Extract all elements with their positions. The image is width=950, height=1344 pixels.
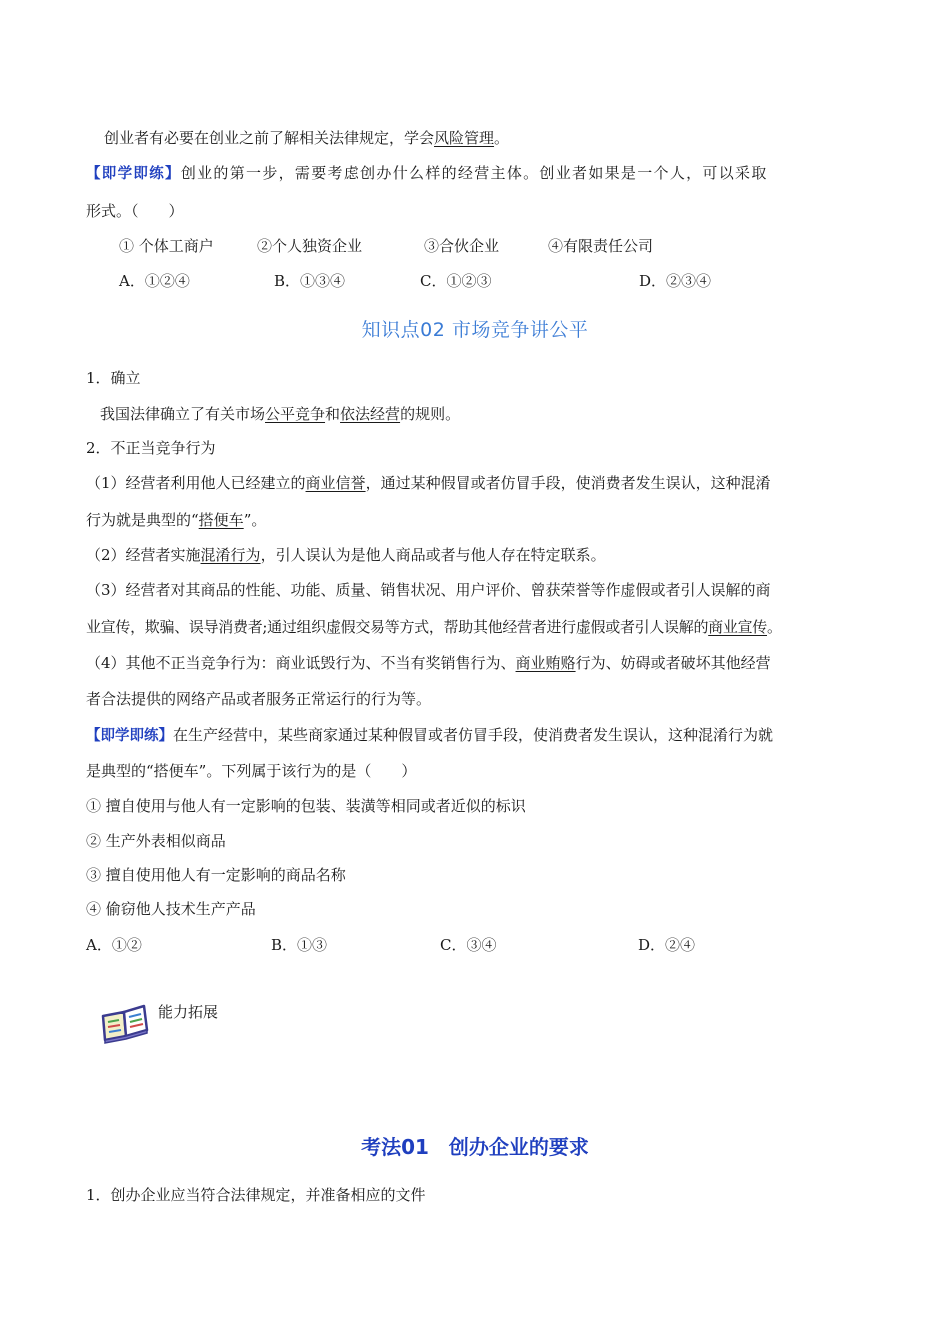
- s2-p1-l1-after: ，通过某种假冒或者仿冒手段，使消费者发生误认，这种混淆: [365, 474, 771, 492]
- s1-underline-1: 公平竞争: [265, 405, 326, 423]
- s2-p3-l2-after: 。: [766, 618, 782, 636]
- practice2-stem-line1: [86, 725, 773, 746]
- practice2-item-4: ④ 偷窃他人技术生产产品: [86, 900, 256, 918]
- practice1-item-1: ① 个体工商户: [119, 237, 214, 255]
- practice2-option-b: B．①③: [271, 936, 328, 954]
- s2-p4-line1: [86, 653, 771, 673]
- practice1-option-c: C．①②③: [420, 272, 492, 290]
- s2-p3-line1: （3）经营者对其商品的性能、功能、质量、销售状况、用户评价、曾获荣誉等作虚假或者引人误解的商: [86, 581, 771, 599]
- practice1-stem2: 形式。（ ）: [86, 202, 184, 220]
- s2-p4-l1-after: 行为、妨碍或者破坏其他经营: [575, 654, 771, 672]
- practice1-option-b: B．①③④: [274, 272, 346, 290]
- practice2-option-c: C．③④: [440, 936, 497, 954]
- open-book-icon: [100, 1002, 150, 1044]
- s2-p1-line1: [86, 473, 771, 493]
- s2-p4-l1-underline: 商业贿赂: [515, 654, 576, 672]
- practice2-stem-line2: 是典型的“搭便车”。下列属于该行为的是（ ）: [86, 762, 417, 780]
- practice2-stem1: 在生产经营中，某些商家通过某种假冒或者仿冒手段，使消费者发生误认，这种混淆行为就: [173, 726, 774, 744]
- s2-p1-l2-underline: 搭便车: [198, 511, 244, 529]
- s2-p3-line2: [86, 617, 782, 637]
- s2-p2-before: （2）经营者实施: [86, 546, 201, 564]
- intro-text: 创业者有必要在创业之前了解相关法律规定，学会: [104, 129, 435, 147]
- s1-after: 的规则。: [400, 405, 461, 423]
- practice2-option-d: D．②④: [638, 936, 696, 954]
- practice1-item-2: ②个人独资企业: [257, 237, 363, 255]
- practice2-item-2: ② 生产外表相似商品: [86, 832, 226, 850]
- intro-underlined: 风险管理: [434, 129, 495, 147]
- s1-heading: 1．确立: [86, 369, 141, 387]
- s2-heading: 2．不正当竞争行为: [86, 439, 216, 457]
- s2-p1-l2-after: ”。: [243, 511, 267, 529]
- s2-p4-line2: 者合法提供的网络产品或者服务正常运行的行为等。: [86, 690, 432, 708]
- practice1-stem-line2: [86, 201, 184, 221]
- s1-body: [100, 404, 460, 424]
- s2-p2-underline: 混淆行为: [200, 546, 261, 564]
- s1-body-before: 我国法律确立了有关市场: [100, 405, 266, 423]
- practice1-stem-line1: [86, 163, 768, 184]
- s2-p1-l2-before: 行为就是典型的“: [86, 511, 199, 529]
- intro-end: 。: [494, 129, 510, 147]
- s2-p3-l2-underline: 商业宣传: [708, 618, 767, 636]
- intro-line: [104, 128, 509, 148]
- s2-p1-l1-underline: 商业信誉: [305, 474, 366, 492]
- practice1-option-a: A．①②④: [119, 272, 190, 290]
- s1-mid: 和: [325, 405, 341, 423]
- s2-p4-l1-before: （4）其他不正当竞争行为：商业诋毁行为、不当有奖销售行为、: [86, 654, 516, 672]
- kaofa-first-line: 1．创办企业应当符合法律规定，并准备相应的文件: [86, 1186, 426, 1204]
- practice1-option-d: D．②③④: [639, 272, 712, 290]
- s2-p1-line2: [86, 510, 266, 530]
- practice1-stem1: 创业的第一步，需要考虑创办什么样的经营主体。创业者如果是一个人，可以采取: [180, 164, 768, 182]
- s1-underline-2: 依法经营: [340, 405, 401, 423]
- s2-p2: [86, 545, 606, 565]
- practice2-tag: 【即学即练】: [86, 728, 173, 744]
- practice1-item-4: ④有限责任公司: [548, 237, 654, 255]
- s2-p1-l1-before: （1）经营者利用他人已经建立的: [86, 474, 306, 492]
- practice1-item-3: ③合伙企业: [424, 237, 500, 255]
- section-title: 知识点02 市场竞争讲公平: [361, 319, 589, 341]
- practice2-option-a: A．①②: [86, 936, 142, 954]
- s2-p2-after: ，引人误认为是他人商品或者与他人存在特定联系。: [260, 546, 606, 564]
- kaofa-title: 考法01 创办企业的要求: [361, 1135, 589, 1159]
- practice2-item-1: ① 擅自使用与他人有一定影响的包装、装潢等相同或者近似的标识: [86, 797, 526, 815]
- s2-p3-l2-before: 业宣传，欺骗、误导消费者;通过组织虚假交易等方式，帮助其他经营者进行虚假或者引人误解的: [86, 618, 709, 636]
- practice1-tag: 【即学即练】: [86, 166, 181, 182]
- practice2-item-3: ③ 擅自使用他人有一定影响的商品名称: [86, 866, 346, 884]
- extension-label: 能力拓展: [158, 1003, 219, 1021]
